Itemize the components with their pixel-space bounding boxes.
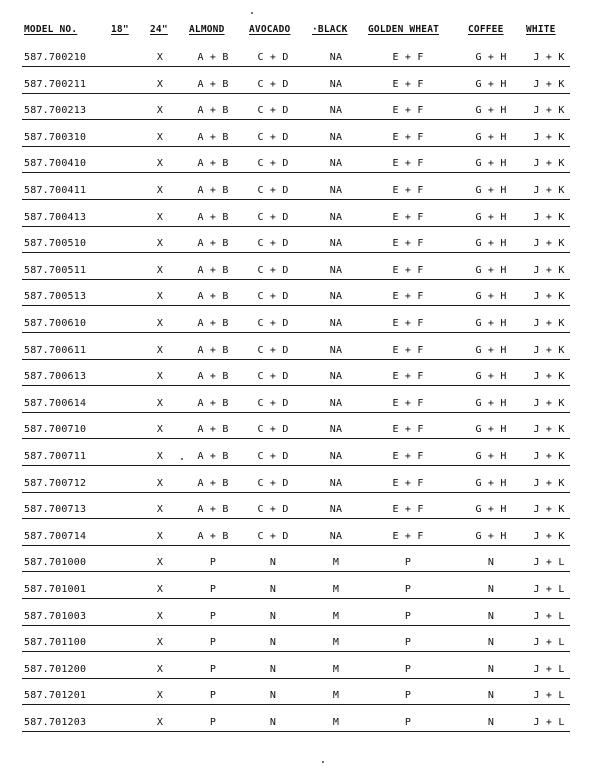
black-value: NA xyxy=(329,424,343,436)
golden-wheat-value: E + F xyxy=(392,105,424,117)
size-24-mark: X xyxy=(156,663,164,675)
black-value: NA xyxy=(329,371,343,383)
model-number: 587.701203 xyxy=(24,717,87,728)
coffee-value: G + H xyxy=(475,318,507,329)
white-value: J + K xyxy=(533,131,565,143)
size-24-mark: X xyxy=(156,318,164,329)
model-number: 587.701200 xyxy=(24,663,87,675)
coffee-value: G + H xyxy=(475,371,507,383)
golden-wheat-value: E + F xyxy=(392,131,424,143)
row-underline xyxy=(22,359,570,360)
size-24-mark: X xyxy=(156,451,164,462)
golden-wheat-value: E + F xyxy=(392,424,424,436)
size-24-mark: X xyxy=(156,238,164,250)
avocado-value: C + D xyxy=(257,371,289,383)
almond-value: A + B xyxy=(197,397,229,409)
golden-wheat-value: P xyxy=(404,637,412,649)
coffee-value: G + H xyxy=(475,158,507,170)
avocado-value: C + D xyxy=(257,78,289,90)
row-underline xyxy=(22,651,570,652)
model-number: 587.700210 xyxy=(24,52,87,63)
avocado-value: C + D xyxy=(257,264,289,276)
almond-value: A + B xyxy=(197,52,229,63)
golden-wheat-value: P xyxy=(404,610,412,622)
size-24-mark: X xyxy=(156,504,164,516)
avocado-value: C + D xyxy=(257,530,289,542)
almond-value: P xyxy=(209,690,217,702)
table-row xyxy=(0,132,592,150)
white-value: J + L xyxy=(533,637,565,649)
model-number: 587.701003 xyxy=(24,610,87,622)
black-value: NA xyxy=(329,185,343,196)
black-value: NA xyxy=(329,504,343,516)
row-underline xyxy=(22,465,570,466)
coffee-value: G + H xyxy=(475,238,507,250)
table-row xyxy=(0,611,592,629)
avocado-value: C + D xyxy=(257,238,289,250)
coffee-value: N xyxy=(487,717,495,728)
coffee-value: G + H xyxy=(475,264,507,276)
row-underline xyxy=(22,226,570,227)
almond-value: A + B xyxy=(197,158,229,170)
model-number: 587.700611 xyxy=(24,344,87,356)
model-number: 587.700711 xyxy=(24,451,87,462)
golden-wheat-value: E + F xyxy=(392,52,424,63)
table-row xyxy=(0,478,592,496)
almond-value: P xyxy=(209,717,217,728)
black-value: NA xyxy=(329,158,343,170)
avocado-value: C + D xyxy=(257,451,289,462)
white-value: J + L xyxy=(533,663,565,675)
row-underline xyxy=(22,518,570,519)
model-number: 587.700211 xyxy=(24,78,87,90)
avocado-value: C + D xyxy=(257,185,289,196)
black-value: M xyxy=(332,584,340,595)
model-number: 587.701201 xyxy=(24,690,87,702)
white-value: J + L xyxy=(533,690,565,702)
table-row xyxy=(0,531,592,549)
table-row xyxy=(0,238,592,256)
almond-value: P xyxy=(209,663,217,675)
black-value: NA xyxy=(329,397,343,409)
scan-speck xyxy=(181,458,183,460)
coffee-value: G + H xyxy=(475,530,507,542)
avocado-value: C + D xyxy=(257,397,289,409)
almond-value: A + B xyxy=(197,530,229,542)
coffee-value: G + H xyxy=(475,477,507,489)
golden-wheat-value: E + F xyxy=(392,344,424,356)
table-row xyxy=(0,451,592,469)
almond-value: A + B xyxy=(197,344,229,356)
coffee-value: N xyxy=(487,557,495,569)
almond-value: A + B xyxy=(197,211,229,223)
almond-value: A + B xyxy=(197,238,229,250)
golden-wheat-value: E + F xyxy=(392,78,424,90)
table-row xyxy=(0,664,592,682)
row-underline xyxy=(22,199,570,200)
avocado-value: C + D xyxy=(257,344,289,356)
coffee-value: G + H xyxy=(475,52,507,63)
table-row xyxy=(0,584,592,602)
row-underline xyxy=(22,545,570,546)
golden-wheat-value: E + F xyxy=(392,397,424,409)
almond-value: P xyxy=(209,584,217,595)
white-value: J + L xyxy=(533,584,565,595)
table-header xyxy=(0,24,592,42)
model-number: 587.700410 xyxy=(24,158,87,170)
white-value: J + K xyxy=(533,185,565,196)
almond-value: A + B xyxy=(197,424,229,436)
table-row xyxy=(0,318,592,336)
white-value: J + K xyxy=(533,318,565,329)
black-value: NA xyxy=(329,477,343,489)
white-value: J + K xyxy=(533,477,565,489)
avocado-value: N xyxy=(269,717,277,728)
size-24-mark: X xyxy=(156,158,164,170)
scan-speck xyxy=(251,12,253,14)
table-row xyxy=(0,52,592,70)
white-value: J + L xyxy=(533,610,565,622)
almond-value: A + B xyxy=(197,264,229,276)
table-row xyxy=(0,79,592,97)
white-value: J + K xyxy=(533,344,565,356)
black-value: NA xyxy=(329,105,343,117)
size-24-mark: X xyxy=(156,397,164,409)
scan-speck xyxy=(322,761,324,763)
size-24-mark: X xyxy=(156,610,164,622)
model-number: 587.700713 xyxy=(24,504,87,516)
model-number: 587.700511 xyxy=(24,264,87,276)
avocado-value: C + D xyxy=(257,211,289,223)
almond-value: A + B xyxy=(197,451,229,462)
model-number: 587.700510 xyxy=(24,238,87,250)
avocado-value: C + D xyxy=(257,318,289,329)
model-number: 587.700610 xyxy=(24,318,87,329)
almond-value: A + B xyxy=(197,371,229,383)
almond-value: P xyxy=(209,557,217,569)
white-value: J + L xyxy=(533,557,565,569)
white-value: J + K xyxy=(533,397,565,409)
row-underline xyxy=(22,305,570,306)
row-underline xyxy=(22,66,570,67)
model-number: 587.700613 xyxy=(24,371,87,383)
header-almond: ALMOND xyxy=(189,24,225,35)
avocado-value: C + D xyxy=(257,105,289,117)
size-24-mark: X xyxy=(156,52,164,63)
almond-value: A + B xyxy=(197,78,229,90)
model-number: 587.700310 xyxy=(24,131,87,143)
white-value: J + K xyxy=(533,291,565,303)
table-row xyxy=(0,557,592,575)
table-row xyxy=(0,185,592,203)
coffee-value: G + H xyxy=(475,185,507,196)
avocado-value: C + D xyxy=(257,477,289,489)
coffee-value: G + H xyxy=(475,105,507,117)
coffee-value: G + H xyxy=(475,78,507,90)
avocado-value: N xyxy=(269,557,277,569)
avocado-value: C + D xyxy=(257,504,289,516)
table-row xyxy=(0,345,592,363)
model-number: 587.700712 xyxy=(24,477,87,489)
model-number: 587.700411 xyxy=(24,185,87,196)
black-value: NA xyxy=(329,78,343,90)
size-24-mark: X xyxy=(156,291,164,303)
white-value: J + K xyxy=(533,52,565,63)
table-row xyxy=(0,265,592,283)
white-value: J + K xyxy=(533,451,565,462)
size-24-mark: X xyxy=(156,264,164,276)
size-24-mark: X xyxy=(156,637,164,649)
almond-value: P xyxy=(209,637,217,649)
black-value: M xyxy=(332,637,340,649)
golden-wheat-value: P xyxy=(404,584,412,595)
coffee-value: G + H xyxy=(475,424,507,436)
black-value: NA xyxy=(329,451,343,462)
golden-wheat-value: E + F xyxy=(392,371,424,383)
black-value: NA xyxy=(329,52,343,63)
golden-wheat-value: E + F xyxy=(392,238,424,250)
golden-wheat-value: E + F xyxy=(392,264,424,276)
avocado-value: C + D xyxy=(257,131,289,143)
header-black: ·BLACK xyxy=(312,24,348,35)
row-underline xyxy=(22,385,570,386)
size-24-mark: X xyxy=(156,690,164,702)
avocado-value: N xyxy=(269,637,277,649)
header-coffee: COFFEE xyxy=(468,24,504,35)
coffee-value: G + H xyxy=(475,504,507,516)
coffee-value: G + H xyxy=(475,344,507,356)
almond-value: P xyxy=(209,610,217,622)
table-row xyxy=(0,637,592,655)
black-value: NA xyxy=(329,131,343,143)
golden-wheat-value: E + F xyxy=(392,318,424,329)
size-24-mark: X xyxy=(156,131,164,143)
golden-wheat-value: P xyxy=(404,557,412,569)
golden-wheat-value: E + F xyxy=(392,530,424,542)
white-value: J + K xyxy=(533,238,565,250)
row-underline xyxy=(22,172,570,173)
white-value: J + K xyxy=(533,78,565,90)
model-number: 587.701000 xyxy=(24,557,87,569)
black-value: NA xyxy=(329,530,343,542)
row-underline xyxy=(22,678,570,679)
model-number: 587.700614 xyxy=(24,397,87,409)
row-underline xyxy=(22,279,570,280)
black-value: NA xyxy=(329,211,343,223)
row-underline xyxy=(22,704,570,705)
white-value: J + K xyxy=(533,264,565,276)
golden-wheat-value: E + F xyxy=(392,291,424,303)
row-underline xyxy=(22,731,570,732)
black-value: NA xyxy=(329,344,343,356)
black-value: M xyxy=(332,663,340,675)
table-row xyxy=(0,398,592,416)
row-underline xyxy=(22,119,570,120)
model-number: 587.700714 xyxy=(24,530,87,542)
table-row xyxy=(0,690,592,708)
size-24-mark: X xyxy=(156,717,164,728)
golden-wheat-value: E + F xyxy=(392,211,424,223)
avocado-value: N xyxy=(269,584,277,595)
header-model-no: MODEL NO. xyxy=(24,24,78,35)
model-number: 587.701100 xyxy=(24,637,87,649)
avocado-value: N xyxy=(269,663,277,675)
row-underline xyxy=(22,492,570,493)
black-value: NA xyxy=(329,238,343,250)
black-value: M xyxy=(332,557,340,569)
coffee-value: N xyxy=(487,584,495,595)
table-row xyxy=(0,105,592,123)
coffee-value: N xyxy=(487,663,495,675)
header-white: WHITE xyxy=(526,24,556,35)
coffee-value: G + H xyxy=(475,397,507,409)
coffee-value: N xyxy=(487,690,495,702)
almond-value: A + B xyxy=(197,131,229,143)
coffee-value: N xyxy=(487,610,495,622)
row-underline xyxy=(22,332,570,333)
table-row xyxy=(0,717,592,735)
table-row xyxy=(0,504,592,522)
size-24-mark: X xyxy=(156,530,164,542)
size-24-mark: X xyxy=(156,185,164,196)
model-number: 587.700513 xyxy=(24,291,87,303)
almond-value: A + B xyxy=(197,504,229,516)
avocado-value: N xyxy=(269,610,277,622)
row-underline xyxy=(22,93,570,94)
row-underline xyxy=(22,252,570,253)
white-value: J + K xyxy=(533,158,565,170)
size-24-mark: X xyxy=(156,344,164,356)
model-number: 587.700413 xyxy=(24,211,87,223)
model-number: 587.700213 xyxy=(24,105,87,117)
avocado-value: C + D xyxy=(257,291,289,303)
row-underline xyxy=(22,412,570,413)
size-24-mark: X xyxy=(156,211,164,223)
row-underline xyxy=(22,146,570,147)
table-row xyxy=(0,212,592,230)
header-18-inch: 18" xyxy=(111,24,129,35)
white-value: J + K xyxy=(533,424,565,436)
white-value: J + K xyxy=(533,530,565,542)
almond-value: A + B xyxy=(197,318,229,329)
white-value: J + K xyxy=(533,504,565,516)
size-24-mark: X xyxy=(156,557,164,569)
white-value: J + K xyxy=(533,105,565,117)
almond-value: A + B xyxy=(197,105,229,117)
golden-wheat-value: E + F xyxy=(392,158,424,170)
white-value: J + K xyxy=(533,211,565,223)
size-24-mark: X xyxy=(156,78,164,90)
table-row xyxy=(0,291,592,309)
almond-value: A + B xyxy=(197,477,229,489)
row-underline xyxy=(22,598,570,599)
header-avocado: AVOCADO xyxy=(249,24,291,35)
golden-wheat-value: E + F xyxy=(392,504,424,516)
white-value: J + K xyxy=(533,371,565,383)
size-24-mark: X xyxy=(156,584,164,595)
white-value: J + L xyxy=(533,717,565,728)
size-24-mark: X xyxy=(156,477,164,489)
avocado-value: C + D xyxy=(257,158,289,170)
avocado-value: C + D xyxy=(257,424,289,436)
table-row xyxy=(0,371,592,389)
black-value: NA xyxy=(329,291,343,303)
row-underline xyxy=(22,571,570,572)
golden-wheat-value: E + F xyxy=(392,477,424,489)
black-value: M xyxy=(332,610,340,622)
black-value: M xyxy=(332,717,340,728)
table-row xyxy=(0,424,592,442)
model-number: 587.700710 xyxy=(24,424,87,436)
size-24-mark: X xyxy=(156,371,164,383)
avocado-value: N xyxy=(269,690,277,702)
coffee-value: G + H xyxy=(475,131,507,143)
model-number: 587.701001 xyxy=(24,584,87,595)
black-value: M xyxy=(332,690,340,702)
almond-value: A + B xyxy=(197,185,229,196)
coffee-value: G + H xyxy=(475,211,507,223)
golden-wheat-value: P xyxy=(404,717,412,728)
size-24-mark: X xyxy=(156,424,164,436)
header-24-inch: 24" xyxy=(150,24,168,35)
almond-value: A + B xyxy=(197,291,229,303)
avocado-value: C + D xyxy=(257,52,289,63)
header-golden-wheat: GOLDEN WHEAT xyxy=(368,24,440,35)
golden-wheat-value: P xyxy=(404,663,412,675)
black-value: NA xyxy=(329,264,343,276)
coffee-value: G + H xyxy=(475,451,507,462)
black-value: NA xyxy=(329,318,343,329)
golden-wheat-value: E + F xyxy=(392,451,424,462)
row-underline xyxy=(22,438,570,439)
golden-wheat-value: E + F xyxy=(392,185,424,196)
row-underline xyxy=(22,625,570,626)
coffee-value: G + H xyxy=(475,291,507,303)
coffee-value: N xyxy=(487,637,495,649)
golden-wheat-value: P xyxy=(404,690,412,702)
table-row xyxy=(0,158,592,176)
size-24-mark: X xyxy=(156,105,164,117)
